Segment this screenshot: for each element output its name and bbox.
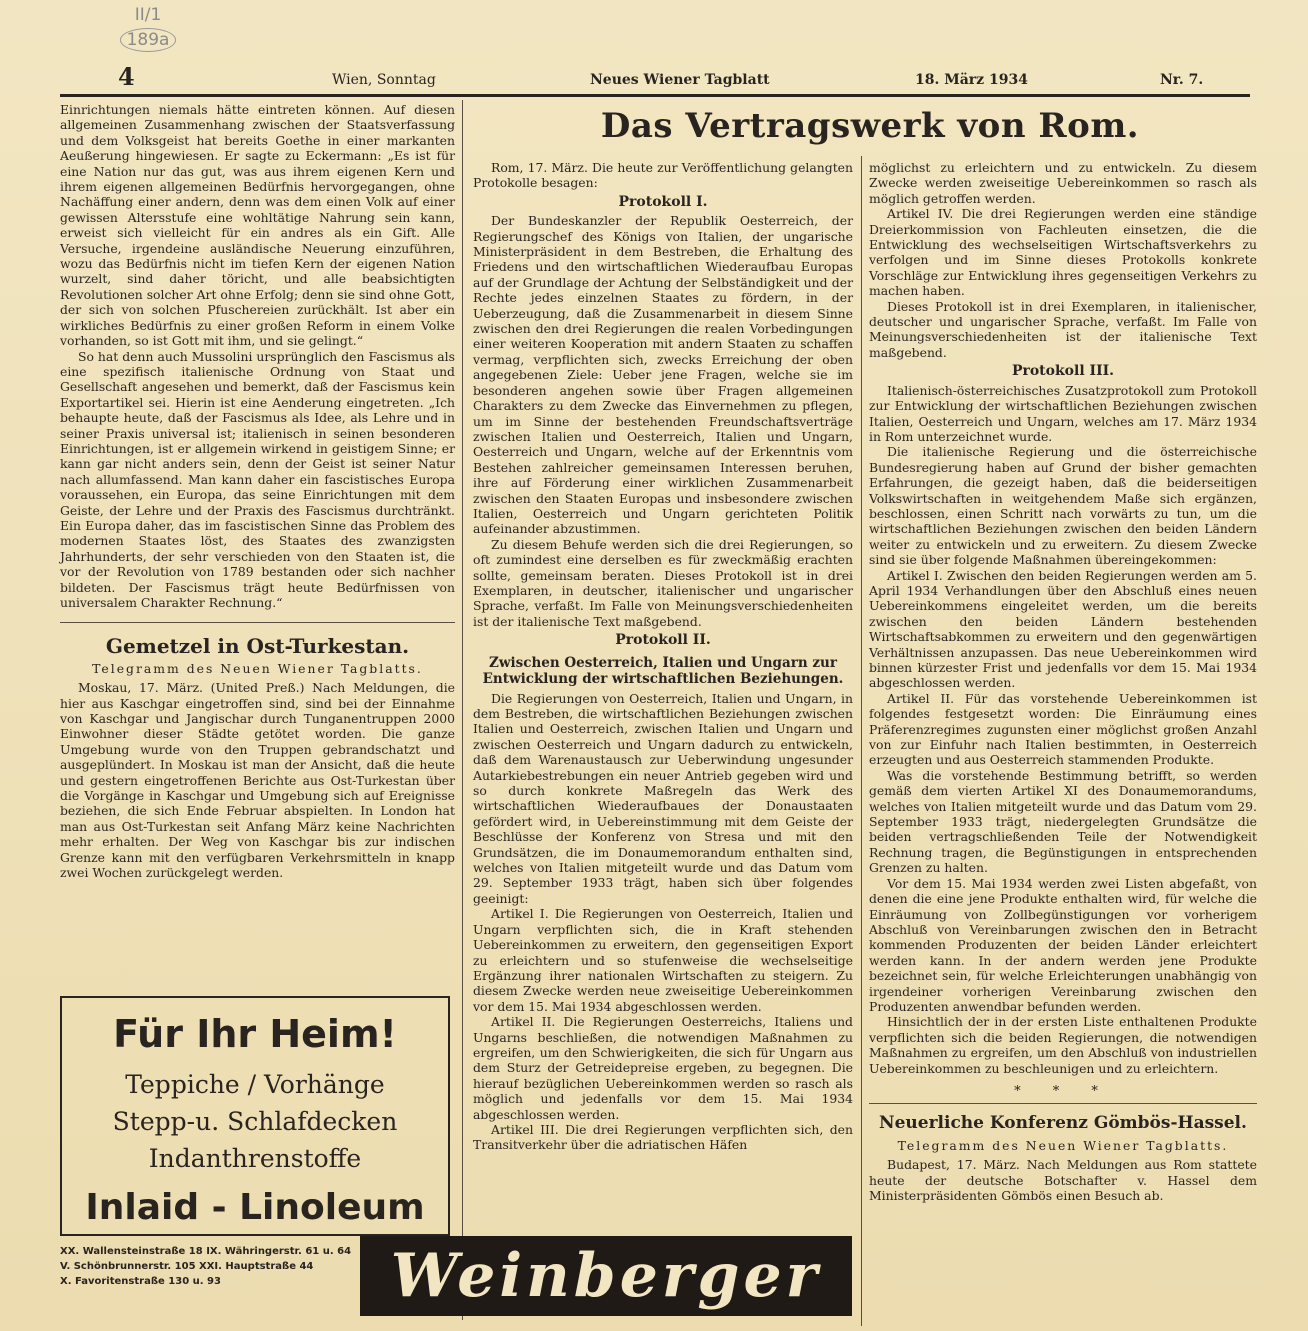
section-rule <box>869 1103 1257 1104</box>
archive-mark <box>110 4 186 56</box>
paragraph: Artikel I. Zwischen den beiden Regierungen werden am 5. April 1934 Verhandlungen über den Abschluß eines neuen Uebereinkommens eingeleitet werden, um die bereits zwischen den beiden Ländern bestehenden Wirtschaftsabkommen zu erweitern und den gegenwärtigen Verhältnissen anzupassen. Das neue Uebereinkommen wird binnen kürzester Frist und jedenfalls vor dem 15. Mai 1934 abgeschlossen werden. <box>869 567 1257 691</box>
ad-address: XX. Wallensteinstraße 18 IX. Währingerstr. 61 u. 64 <box>60 1246 352 1257</box>
column-left <box>60 102 455 881</box>
masthead-date: 18. März 1934 <box>915 72 1028 88</box>
protokoll-2-subtitle: Zwischen Oesterreich, Italien und Ungarn zur Entwicklung der wirtschaftlichen Beziehungen. <box>482 654 844 687</box>
paragraph: Hinsichtlich der in der ersten Liste enthaltenen Produkte verpflichten sich die beiden Regierungen, die notwendigen Maßnahmen zu ergreifen, um den Abschluß von industriellen Uebereinkommen zu beschleunigen und zu erleichtern. <box>869 1014 1257 1076</box>
ad-line: Indanthrenstoffe <box>148 1144 362 1173</box>
masthead-city: Wien, Sonntag <box>332 72 436 88</box>
column-divider <box>462 100 463 1320</box>
paragraph: Vor dem 15. Mai 1934 werden zwei Listen abgefaßt, von denen die eine jene Produkte enthalten wird, für welche die Einräumung von Zollbegünstigungen vor vorherigem Abschluß von Vereinbarungen zwischen den in Betracht kommenden Produzenten der beiden Länder erleichtert werden kann. In der andern werden jene Produkte bezeichnet sein, für welche Erleichterungen unabhängig von irgendeiner vorherigen Vereinbarung zwischen den Produzenten anwendbar befunden werden. <box>869 875 1257 1014</box>
ad-line: Teppiche / Vorhänge <box>125 1070 385 1099</box>
paragraph: Rom, 17. März. Die heute zur Veröffentlichung gelangten Protokolle besagen: <box>473 160 853 191</box>
paragraph: Artikel II. Die Regierungen Oesterreichs, Italiens und Ungarns beschließen, die notwendigen Maßnahmen zu ergreifen, um den Schwierigkeiten, die sich für Ungarn aus dem Sturz der Getreidepreise ergeben, zu begegnen. Die hierauf bezüglichen Uebereinkommen werden so rasch als möglich und jedenfalls vor dem 15. Mai 1934 abgeschlossen werden. <box>473 1014 853 1122</box>
paragraph: Artikel IV. Die drei Regierungen werden eine ständige Dreierkommission von Fachleuten einsetzen, die die Entwicklung des wechselseitigen Wirtschaftsverkehrs zu verfolgen und im Sinne dieses Protokolls konkrete Vorschläge zur Entwicklung ihres gegenseitigen Verkehrs zu machen haben. <box>869 206 1257 299</box>
protokoll-2-title: Protokoll II. <box>615 632 711 649</box>
ad-line: Stepp-u. Schlafdecken <box>112 1107 398 1136</box>
masthead-issue-number: Nr. 7. <box>1160 72 1204 88</box>
ad-brand-logo: Weinberger <box>360 1236 852 1316</box>
article-title-conference: Neuerliche Konferenz Gömbös-Hassel. <box>879 1113 1247 1134</box>
section-rule <box>60 622 455 623</box>
paragraph: Die Regierungen von Oesterreich, Italien und Ungarn, in dem Bestreben, die wirtschaftlichen Beziehungen zwischen Italien und Oesterreich, zwischen Italien und Ungarn und zwischen Oesterreich und Ungarn dadurch zu entwickeln, daß dem Warenaustausch zur Ueberwindung ungesunder Autarkiebestrebungen ein neuer Antrieb gegeben wird und so durch konkrete Maßregeln das Werk des wirtschaftlichen Wiederaufbaues der Donaustaaten gefördert wird, in Uebereinstimmung mit dem Geiste der Beschlüsse der Konferenz von Stresa und mit den Grundsätzen, die im Donaumemorandum enthalten sind, welches von Italien mitgeteilt wurde und das Datum vom 29. September 1933 trägt, haben sich über folgendes geeinigt: <box>473 690 853 906</box>
advertisement-footer <box>60 1236 852 1318</box>
protokoll-3-title: Protokoll III. <box>1011 363 1115 380</box>
archive-mark-top: II/1 <box>134 5 162 25</box>
article-title-turkestan: Gemetzel in Ost-Turkestan. <box>105 634 410 659</box>
column-middle <box>473 160 853 1153</box>
paragraph: Der Bundeskanzler der Republik Oesterreich, der Regierungschef des Königs von Italien, der ungarische Ministerpräsident in dem Bestreben, die Erhaltung des Friedens und den wirtschaftlichen Wiederaufbau Europas auf der Grundlage der Achtung der Selbständigkeit und der Rechte jedes einzelnen Staates zu fördern, in der Ueberzeugung, daß die Zusammenarbeit in diesem Sinne zwischen den drei Regierungen die realen Vorbedingungen einer weiteren Kooperation mit andern Staaten zu schaffen vermag, verpflichten sich, zwecks Erreichung der oben angegebenen Ziele: Ueber jene Fragen, welche sie im besonderen angehen sowie über Fragen allgemeinen Charakters zu dem Zwecke das Einvernehmen zu pflegen, um im Sinne der bestehenden Freundschaftsverträge zwischen Italien und Oesterreich, Italien und Ungarn, Oesterreich und Ungarn, welche auf der Erkenntnis vom Bestehen zahlreicher gemeinsamen Interessen beruhen, ihre auf Förderung einer wirklichen Zusammenarbeit zwischen den Staaten Europas und insbesondere zwischen Italien, Oesterreich und Ungarn gerichteten Politik aufeinander abzustimmen. <box>473 213 853 537</box>
column-divider <box>861 156 862 1326</box>
paragraph: Artikel I. Die Regierungen von Oesterreich, Italien und Ungarn verpflichten sich, die in Kraft stehenden Uebereinkommen zu erweitern, den gegenseitigen Export zu erleichtern und so stufenweise die wechselseitige Ergänzung ihrer nationalen Wirtschaften zu steigern. Zu diesem Zwecke werden neue zweiseitige Uebereinkommen vor dem 15. Mai 1934 abgeschlossen werden. <box>473 906 853 1014</box>
paragraph: Einrichtungen niemals hätte eintreten können. Auf diesen allgemeinen Zusammenhang zwischen der Staatsverfassung und dem Volksgeist hat bereits Goethe in einer markanten Aeußerung hingewiesen. Er sagte zu Eckermann: „Es ist für eine Nation nur das gut, was aus ihrem eigenen Kern und ihrem eigenen allgemeinen Bedürfnis hervorgegangen, ohne Nachäffung einer andern, denn was dem einen Volk auf einer gewissen Altersstufe eine wohltätige Nahrung sein kann, erweist sich vielleicht für ein andres als ein Gift. Alle Versuche, irgendeine ausländische Neuerung einzuführen, wozu das Bedürfnis nicht im tiefen Kern der eigenen Nation wurzelt, sind daher töricht, und alle beabsichtigten Revolutionen solcher Art ohne Erfolg; denn sie sind ohne Gott, der sich von solchen Pfuschereien zurückhält. Ist aber ein wirkliches Bedürfnis zu einer großen Reform in einem Volke vorhanden, so ist Gott mit ihm, und sie gelingt.“ <box>60 102 455 349</box>
paragraph: Budapest, 17. März. Nach Meldungen aus Rom stattete heute der deutsche Botschafter v. Hassel dem Ministerpräsidenten Gömbös einen Besuch ab. <box>869 1157 1257 1203</box>
paragraph: Dieses Protokoll ist in drei Exemplaren, in italienischer, deutscher und ungarischer Sprache, verfaßt. Im Falle von Meinungsverschiedenheiten ist der italienische Text maßgebend. <box>869 298 1257 360</box>
masthead <box>60 62 1250 97</box>
paragraph: möglichst zu erleichtern und zu entwickeln. Zu diesem Zwecke werden zweiseitige Uebereinkommen so rasch als möglich getroffen werden. <box>869 160 1257 206</box>
section-stars: * * * <box>1014 1083 1112 1099</box>
paragraph: So hat denn auch Mussolini ursprünglich den Fascismus als eine spezifisch italienische Ordnung von Staat und Gesellschaft angesehen und bemerkt, daß der Fascismus kein Exportartikel sei. Hierin ist eine Aenderung eingetreten. „Ich behaupte heute, daß der Fascismus als Idee, als Lehre und in seiner Praxis universal ist; italienisch in seinen besonderen Einrichtungen, ist er allgemein wirkend in geistigem Sinne; er kann gar nicht anders sein, denn der Geist ist seiner Natur nach allumfassend. Man kann daher ein fascistisches Europa voraussehen, ein Europa, das seine Einrichtungen mit dem Geiste, der Lehre und der Praxis des Fascismus durchtränkt. Ein Europa daher, das im fascistischen Sinne das Problem des modernen Staates löst, des Staates des zwanzigsten Jahrhunderts, der sehr verschieden von den Staaten ist, die vor der Revolution von 1789 bestanden oder sich nachher bildeten. Der Fascismus trägt heute Bedürfnissen von universalem Charakter Rechnung.“ <box>60 348 455 610</box>
page-number: 4 <box>118 62 135 91</box>
protokoll-1-title: Protokoll I. <box>618 193 708 210</box>
article-byline: Telegramm des Neuen Wiener Tagblatts. <box>897 1137 1229 1153</box>
paragraph: Zu diesem Behufe werden sich die drei Regierungen, so oft zumindest eine derselben es für zweckmäßig erachten sollte, gemeinsam beraten. Dieses Protokoll ist in drei Exemplaren, in deutscher, italienischer und ungarischer Sprache, verfaßt. Im Falle von Meinungsverschiedenheiten ist der italienische Text maßgebend. <box>473 536 853 629</box>
ad-headline: Für Ihr Heim! <box>113 1012 397 1056</box>
paragraph: Italienisch-österreichisches Zusatzprotokoll zum Protokoll zur Entwicklung der wirtschaftlichen Beziehungen zwischen Italien, Oesterreich und Ungarn, welches am 17. März 1934 in Rom unterzeichnet wurde. <box>869 382 1257 444</box>
ad-address: X. Favoritenstraße 130 u. 93 <box>60 1276 221 1287</box>
main-title: Das Vertragswerk von Rom. <box>600 106 1140 146</box>
article-byline: Telegramm des Neuen Wiener Tagblatts. <box>92 660 423 676</box>
advertisement-box <box>60 996 450 1236</box>
paragraph: Artikel III. Die drei Regierungen verpflichten sich, den Transitverkehr über die adriatischen Häfen <box>473 1121 853 1153</box>
archive-mark-circled: 189a <box>120 28 177 52</box>
paragraph: Was die vorstehende Bestimmung betrifft, so werden gemäß dem vierten Artikel XI des Donaumemorandums, welches von Italien mitgeteilt wurde und das Datum vom 29. September 1933 trägt, niedergelegten Grundsätze die beiden vertragschließenden Teile der Notwendigkeit Rechnung tragen, die Begünstigungen in entsprechenden Grenzen zu halten. <box>869 767 1257 876</box>
paragraph: Die italienische Regierung und die österreichische Bundesregierung haben auf Grund der bisher gemachten Erfahrungen, die gezeigt haben, daß die beiderseitigen Volkswirtschaften in weitgehendem Maße sich ergänzen, beschlossen, einen Schritt nach vorwärts zu tun, um die wirtschaftlichen Beziehungen zwischen den beiden Ländern weiter zu entwickeln und zu erweitern. Zu diesem Zwecke sind sie über folgende Maßnahmen übereingekommen: <box>869 444 1257 568</box>
ad-address: V. Schönbrunnerstr. 105 XXI. Hauptstraße 44 <box>60 1261 314 1272</box>
paragraph: Moskau, 17. März. (United Preß.) Nach Meldungen, die hier aus Kaschgar eingetroffen sind, sind bei der Einnahme von Kaschgar und Jangischar durch Tunganentruppen 2000 Einwohner dieser Städte getötet worden. Die ganze Umgebung wurde von den Truppen gebrandschatzt und ausgeplündert. In Moskau ist man der Ansicht, daß die heute und gestern eingetroffenen Berichte aus Ost-Turkestan über die Vorgänge in Kaschgar und Umgebung sich auf Ereignisse beziehen, die sich Ende Februar abspielten. In London hat man aus Ost-Turkestan seit Anfang März keine Nachrichten mehr erhalten. Der Weg von Kaschgar bis zur indischen Grenze kann mit den verfügbaren Verkehrsmitteln in knapp zwei Wochen zurückgelegt werden. <box>60 680 455 881</box>
ad-product: Inlaid - Linoleum <box>85 1187 425 1228</box>
column-right <box>869 160 1257 1203</box>
masthead-paper: Neues Wiener Tagblatt <box>590 72 770 88</box>
paragraph: Artikel II. Für das vorstehende Uebereinkommen ist folgendes festgesetzt worden: Die Einräumung eines Präferenzregimes zugunsten einer möglichst großen Anzahl von zur Einfuhr nach Italien bestimmten, in Oesterreich erzeugten und aus Oesterreich stammenden Produkte. <box>869 690 1257 768</box>
ad-addresses <box>60 1244 360 1289</box>
